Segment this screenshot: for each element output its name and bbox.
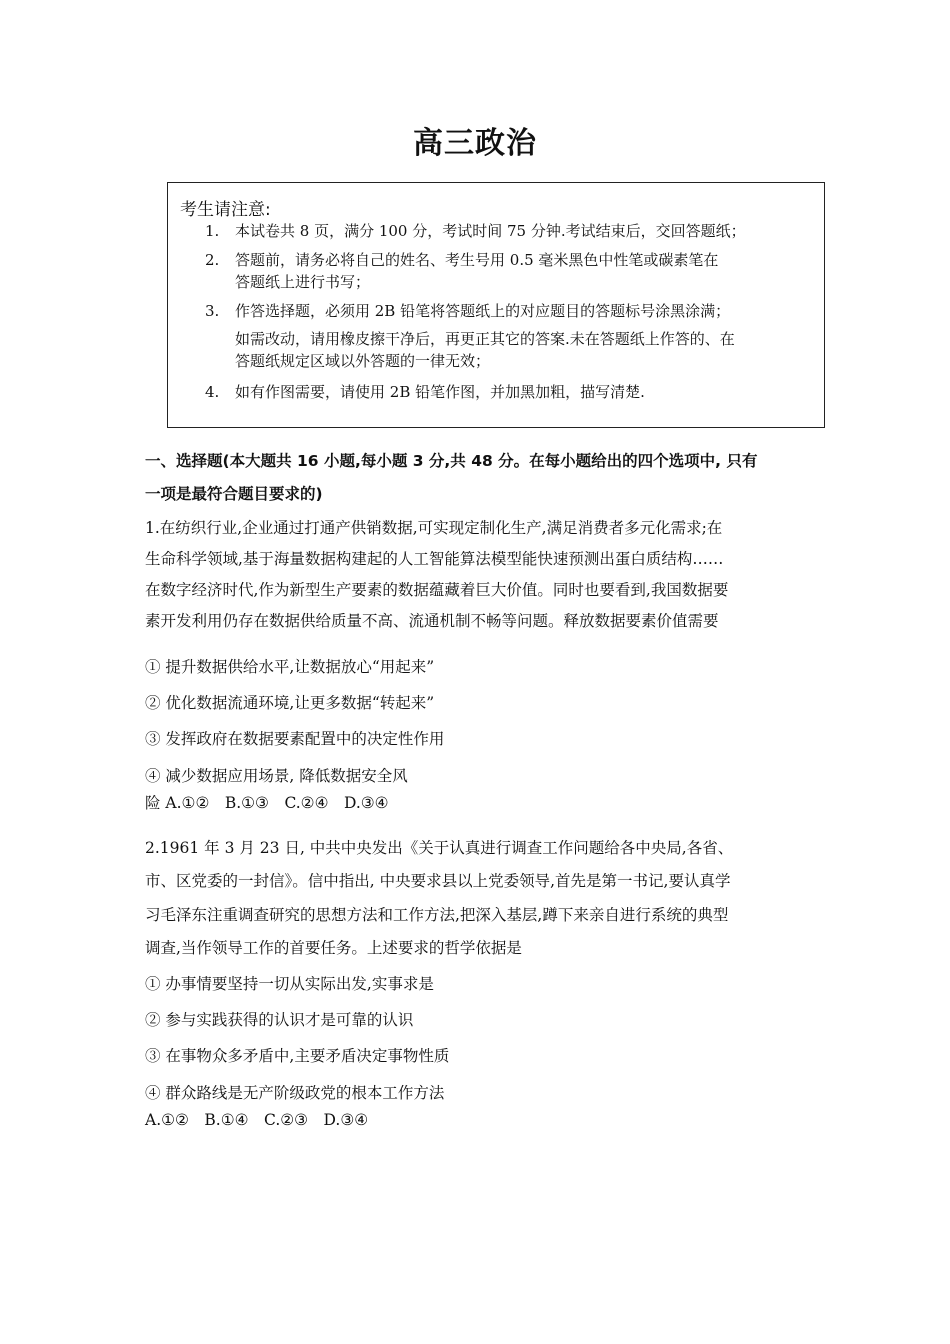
question-stem-line: 调查,当作领导工作的首要任务。上述要求的哲学依据是 xyxy=(145,939,522,957)
question-stem-line: 2.1961 年 3 月 23 日, 中共中央发出《关于认真进行调查工作问题给各中央局,各省、 xyxy=(145,839,734,857)
answer-choices: 险 A.①② B.①③ C.②④ D.③④ xyxy=(145,794,389,812)
question-stem-line: 生命科学领域,基于海量数据构建起的人工智能算法模型能快速预测出蛋白质结构…… xyxy=(145,550,724,568)
notice-item-number: 1. xyxy=(205,222,220,240)
notice-box xyxy=(167,182,825,428)
answer-choices: A.①② B.①④ C.②③ D.③④ xyxy=(145,1111,369,1129)
notice-item-line: 如需改动，请用橡皮擦干净后，再更正其它的答案.未在答题纸上作答的、在 xyxy=(235,330,735,348)
notice-item xyxy=(205,220,817,242)
question-option: ④ 群众路线是无产阶级政党的根本工作方法 xyxy=(145,1084,445,1102)
notice-item xyxy=(205,249,817,293)
question-option: ③ 发挥政府在数据要素配置中的决定性作用 xyxy=(145,730,445,748)
question-option: ② 优化数据流通环境,让更多数据“转起来” xyxy=(145,694,435,712)
question-option: ② 参与实践获得的认识才是可靠的认识 xyxy=(145,1011,414,1029)
notice-item-line: 本试卷共 8 页，满分 100 分，考试时间 75 分钟.考试结束后，交回答题纸； xyxy=(235,222,746,240)
question-stem-line: 市、区党委的一封信》。信中指出, 中央要求县以上党委领导,首先是第一书记,要认真学 xyxy=(145,872,731,890)
section-heading: 一、选择题(本大题共 16 小题,每小题 3 分,共 48 分。在每小题给出的四个选项中, 只有 xyxy=(145,452,758,470)
notice-item-number: 3. xyxy=(205,302,220,320)
question-option: ④ 减少数据应用场景, 降低数据安全风 xyxy=(145,767,408,785)
notice-item-number: 4. xyxy=(205,383,220,401)
page-title: 高三政治 xyxy=(413,126,537,161)
notice-item-line: 答题纸上进行书写； xyxy=(235,273,371,291)
section-heading: 一项是最符合题目要求的) xyxy=(145,485,323,503)
notice-item-number: 2. xyxy=(205,251,220,269)
notice-item-line: 答题前，请务必将自己的姓名、考生号用 0.5 毫米黑色中性笔或碳素笔在 xyxy=(235,251,719,269)
notice-item xyxy=(205,300,817,372)
question-stem-line: 1.在纺织行业,企业通过打通产供销数据,可实现定制化生产,满足消费者多元化需求;在 xyxy=(145,519,723,537)
question-option: ① 提升数据供给水平,让数据放心“用起来” xyxy=(145,658,435,676)
notice-item-line: 答题纸规定区域以外答题的一律无效； xyxy=(235,352,491,370)
question-option: ① 办事情要坚持一切从实际出发,实事求是 xyxy=(145,975,434,993)
question-stem-line: 在数字经济时代,作为新型生产要素的数据蕴藏着巨大价值。同时也要看到,我国数据要 xyxy=(145,581,729,599)
question-option: ③ 在事物众多矛盾中,主要矛盾决定事物性质 xyxy=(145,1047,450,1065)
notice-item-line: 作答选择题，必须用 2B 铅笔将答题纸上的对应题目的答题标号涂黑涂满； xyxy=(235,302,731,320)
question-stem-line: 习毛泽东注重调查研究的思想方法和工作方法,把深入基层,蹲下来亲自进行系统的典型 xyxy=(145,906,729,924)
question-stem-line: 素开发利用仍存在数据供给质量不高、流通机制不畅等问题。释放数据要素价值需要 xyxy=(145,612,719,630)
notice-heading: 考生请注意: xyxy=(180,200,271,220)
notice-item xyxy=(205,381,817,403)
notice-item-line: 如有作图需要，请使用 2B 铅笔作图，并加黑加粗，描写清楚. xyxy=(235,383,645,401)
